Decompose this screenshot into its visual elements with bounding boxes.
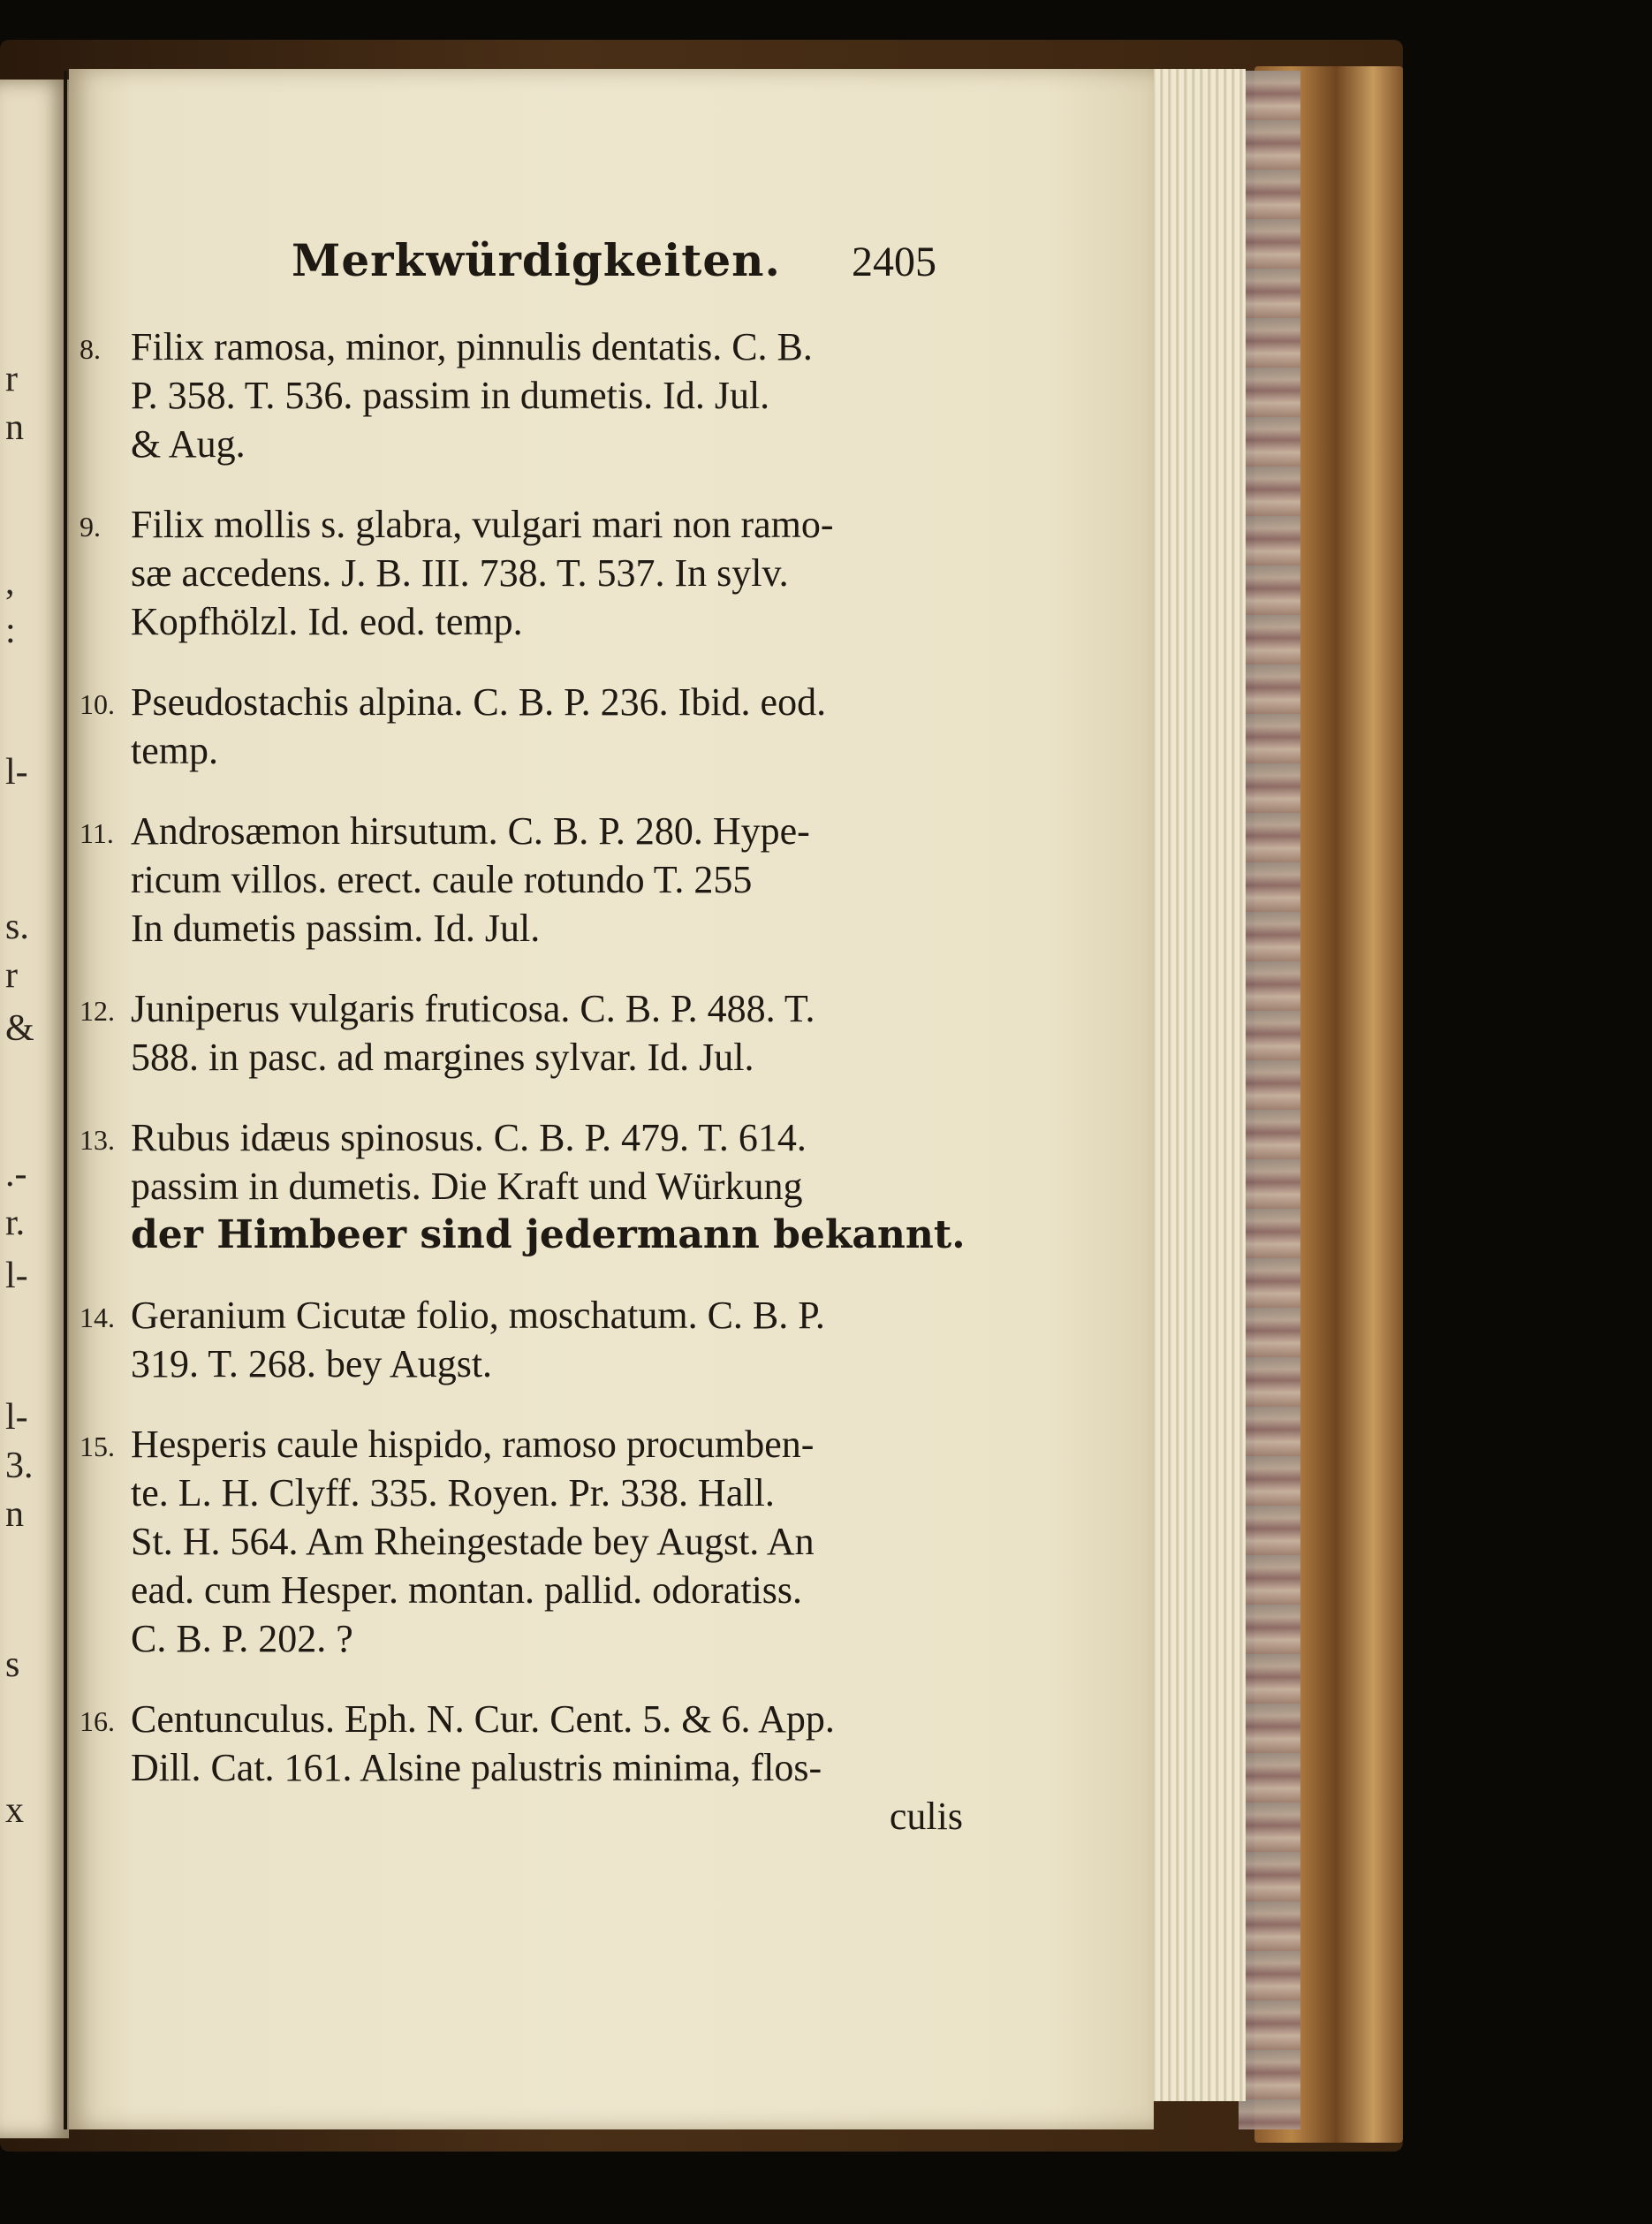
margin-fragment: r. xyxy=(5,1203,26,1243)
entry-line: passim in dumetis. Die Kraft und Würkung xyxy=(131,1165,803,1208)
running-title: Merkwürdigkeiten. xyxy=(292,234,781,286)
margin-fragment: .- xyxy=(5,1154,27,1195)
catchword: culis xyxy=(889,1795,963,1838)
margin-fragment: : xyxy=(5,611,16,651)
entry-line: Androsæmon hirsutum. C. B. P. 280. Hype- xyxy=(131,809,810,853)
list-item xyxy=(80,1695,963,1841)
margin-fragment: x xyxy=(5,1790,24,1831)
entry-line: 319. T. 268. bey Augst. xyxy=(131,1342,493,1385)
entry-number: 16. xyxy=(80,1705,115,1737)
margin-fragment: l- xyxy=(5,1397,28,1438)
margin-fragment: s. xyxy=(5,907,29,947)
entry-line: Pseudostachis alpina. C. B. P. 236. Ibid. eod. xyxy=(131,680,827,724)
entry-line: der Himbeer sind jedermann bekannt. xyxy=(131,1212,966,1257)
entry-number: 10. xyxy=(80,688,115,720)
margin-fragment: l- xyxy=(5,752,28,793)
entry-list xyxy=(80,323,966,1872)
entry-line: sæ accedens. J. B. III. 738. T. 537. In sylv. xyxy=(131,551,789,595)
entry-line: ead. cum Hesper. montan. pallid. odoratiss. xyxy=(131,1568,803,1612)
margin-fragment: & xyxy=(5,1008,34,1049)
entry-number: 15. xyxy=(80,1431,115,1462)
page-number: 2405 xyxy=(852,239,936,285)
marbled-edge xyxy=(1239,71,1300,2129)
entry-line: Kopfhölzl. Id. eod. temp. xyxy=(131,600,523,643)
list-item xyxy=(80,1113,966,1259)
entry-line: Rubus idæus spinosus. C. B. P. 479. T. 614. xyxy=(131,1116,807,1159)
entry-line: In dumetis passim. Id. Jul. xyxy=(131,907,541,950)
margin-fragment: r xyxy=(5,359,18,399)
list-item xyxy=(80,500,963,646)
margin-fragment: n xyxy=(5,407,24,448)
entry-line: temp. xyxy=(131,729,218,772)
entry-number: 14. xyxy=(80,1302,115,1333)
margin-fragment: l- xyxy=(5,1256,28,1296)
margin-fragment: 3. xyxy=(5,1446,34,1486)
entry-line: ricum villos. erect. caule rotundo T. 255 xyxy=(131,858,753,901)
left-page-fragment xyxy=(0,80,69,2138)
margin-fragment: n xyxy=(5,1494,24,1535)
gutter xyxy=(64,71,67,2129)
entry-line: Juniperus vulgaris fruticosa. C. B. P. 488. T. xyxy=(131,987,815,1030)
entry-line: 588. in pasc. ad margines sylvar. Id. Jul. xyxy=(131,1036,754,1079)
entry-line: Hesperis caule hispido, ramoso procumben- xyxy=(131,1423,815,1466)
entry-number: 11. xyxy=(80,817,114,849)
list-item xyxy=(80,323,963,468)
margin-fragment: r xyxy=(5,955,18,996)
entry-line: Geranium Cicutæ folio, moschatum. C. B. P. xyxy=(131,1294,825,1337)
list-item xyxy=(80,1291,963,1388)
running-head xyxy=(292,234,936,296)
entry-number: 13. xyxy=(80,1124,115,1156)
list-item xyxy=(80,1420,963,1663)
list-item xyxy=(80,678,963,775)
entry-line: P. 358. T. 536. passim in dumetis. Id. Jul. xyxy=(131,374,770,417)
entry-line: Filix ramosa, minor, pinnulis dentatis. C. B. xyxy=(131,325,813,368)
entry-number: 12. xyxy=(80,995,115,1027)
entry-line: Dill. Cat. 161. Alsine palustris minima, flos- xyxy=(131,1746,822,1789)
entry-line: te. L. H. Clyff. 335. Royen. Pr. 338. Hall. xyxy=(131,1471,775,1514)
list-item xyxy=(80,984,963,1082)
entry-number: 8. xyxy=(80,333,101,365)
entry-line: & Aug. xyxy=(131,422,246,466)
entry-line: Filix mollis s. glabra, vulgari mari non ramo- xyxy=(131,503,834,546)
margin-fragment: , xyxy=(5,562,15,603)
page-edges xyxy=(1140,69,1246,2101)
entry-line: St. H. 564. Am Rheingestade bey Augst. An xyxy=(131,1520,815,1563)
margin-fragment: s xyxy=(5,1644,20,1685)
entry-line: Centunculus. Eph. N. Cur. Cent. 5. & 6. App. xyxy=(131,1697,835,1741)
list-item xyxy=(80,807,963,953)
entry-line: C. B. P. 202. ? xyxy=(131,1617,353,1660)
entry-number: 9. xyxy=(80,511,101,543)
